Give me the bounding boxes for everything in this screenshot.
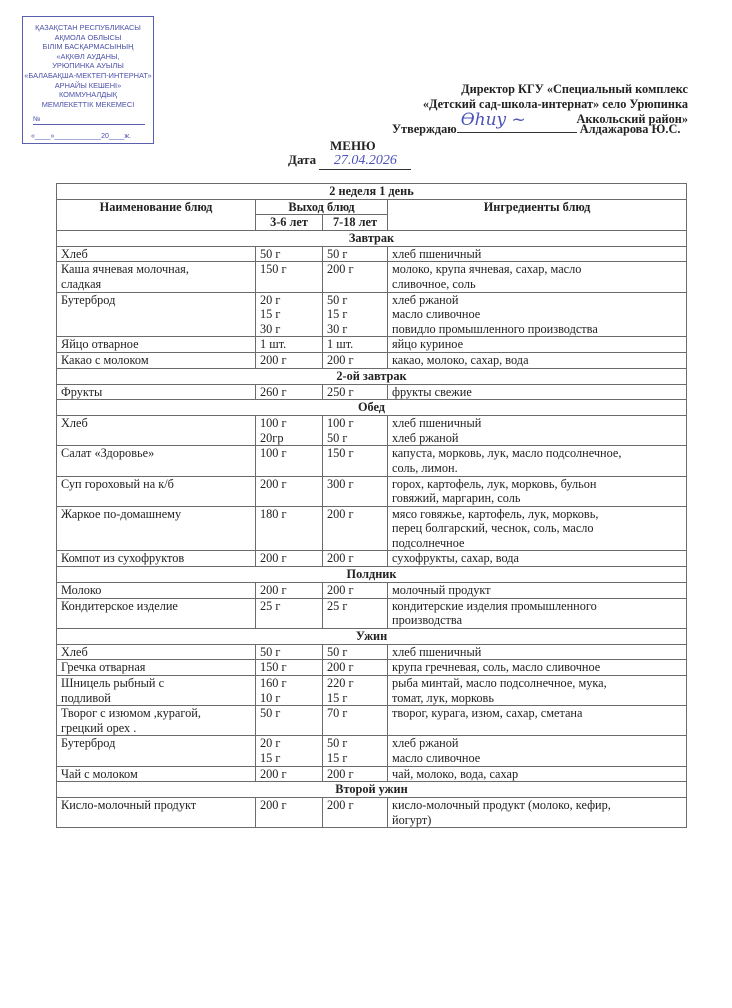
page-title: МЕНЮ xyxy=(330,138,376,153)
yield-3-6-line: 100 г xyxy=(260,446,287,461)
header-ingredients: Ингредиенты блюд xyxy=(388,199,687,230)
dish-name xyxy=(57,798,256,828)
ingredients-line: хлеб пшеничный xyxy=(392,416,482,431)
ingredients xyxy=(388,766,687,782)
section-title: Завтрак xyxy=(57,230,687,246)
ingredients xyxy=(388,706,687,736)
yield-3-6-line: 260 г xyxy=(260,384,287,399)
dish-name-line: Суп гороховый на к/б xyxy=(61,476,174,491)
dish-name-line: Шницель рыбный с xyxy=(61,676,165,691)
yield-7-18-line: 50 г xyxy=(327,430,348,445)
yield-3-6-line: 100 г xyxy=(260,416,287,431)
date-value: 27.04.2026 xyxy=(319,153,411,170)
yield-7-18 xyxy=(323,798,388,828)
ingredients-line: соль, лимон. xyxy=(392,460,458,475)
yield-3-6 xyxy=(256,766,323,782)
ingredients-line: йогурт) xyxy=(392,812,432,827)
yield-3-6 xyxy=(256,337,323,353)
dish-name-line: грецкий орех . xyxy=(61,720,137,735)
table-row xyxy=(57,644,687,660)
yield-3-6 xyxy=(256,676,323,706)
yield-3-6 xyxy=(256,352,323,368)
yield-7-18 xyxy=(323,384,388,400)
ingredients-line: кондитерские изделия промышленного xyxy=(392,598,597,613)
period-label: 2 неделя 1 день xyxy=(57,184,687,200)
yield-3-6 xyxy=(256,660,323,676)
ingredients-line: томат, лук, морковь xyxy=(392,690,494,705)
yield-7-18-line: 50 г xyxy=(327,644,348,659)
dish-name-line: Кондитерское изделие xyxy=(61,598,178,613)
table-row xyxy=(57,506,687,551)
ingredients xyxy=(388,446,687,476)
yield-3-6 xyxy=(256,246,323,262)
dish-name-line: Фрукты xyxy=(61,384,103,399)
yield-7-18 xyxy=(323,476,388,506)
table-row xyxy=(57,766,687,782)
yield-3-6-line: 30 г xyxy=(260,321,281,336)
yield-7-18-line: 15 г xyxy=(327,690,348,705)
ingredients xyxy=(388,292,687,337)
stamp-text xyxy=(23,23,153,109)
ingredients-line: молочный продукт xyxy=(392,583,491,598)
ingredients-line: чай, молоко, вода, сахар xyxy=(392,766,519,781)
yield-7-18-line: 25 г xyxy=(327,598,348,613)
yield-7-18 xyxy=(323,676,388,706)
stamp-number-field xyxy=(33,115,145,125)
table-row xyxy=(57,292,687,337)
dish-name-line: Хлеб xyxy=(61,644,88,659)
yield-7-18 xyxy=(323,660,388,676)
dish-name-line: подливой xyxy=(61,690,111,705)
ingredients-line: масло сливочное xyxy=(392,751,481,765)
stamp-line: ҚАЗАҚСТАН РЕСПУБЛИКАСЫ xyxy=(35,23,141,32)
dish-name xyxy=(57,337,256,353)
director-name: Алдажарова Ю.С. xyxy=(579,122,681,136)
dish-name xyxy=(57,384,256,400)
dish-name-line: Чай с молоком xyxy=(61,766,138,781)
yield-7-18 xyxy=(323,551,388,567)
yield-7-18 xyxy=(323,506,388,551)
ingredients xyxy=(388,798,687,828)
yield-3-6 xyxy=(256,583,323,599)
ingredients-line: хлеб ржаной xyxy=(392,430,459,445)
yield-3-6-line: 1 шт. xyxy=(260,337,287,352)
dish-name xyxy=(57,644,256,660)
table-row xyxy=(57,446,687,476)
dish-name xyxy=(57,262,256,292)
stamp-line: АҚМОЛА ОБЛЫСЫ xyxy=(54,32,122,42)
table-row xyxy=(57,706,687,736)
yield-7-18 xyxy=(323,337,388,353)
yield-3-6-line: 50 г xyxy=(260,644,281,659)
table-row xyxy=(57,246,687,262)
dish-name xyxy=(57,583,256,599)
date-line xyxy=(288,152,411,170)
yield-7-18-line: 200 г xyxy=(327,506,354,521)
table-row xyxy=(57,551,687,567)
yield-7-18-line: 200 г xyxy=(327,766,354,781)
yield-3-6 xyxy=(256,506,323,551)
section-header-row xyxy=(57,628,687,644)
table-row xyxy=(57,384,687,400)
dish-name-line: Бутерброд xyxy=(61,736,116,751)
table-row xyxy=(57,736,687,766)
ingredients-line: подсолнечное xyxy=(392,535,465,550)
yield-7-18-line: 50 г xyxy=(327,736,348,751)
stamp-line: «БАЛАБАҚША-МЕКТЕП-ИНТЕРНАТ» xyxy=(24,70,152,80)
table-row xyxy=(57,262,687,292)
ingredients-line: молоко, крупа ячневая, сахар, масло xyxy=(392,262,582,277)
yield-3-6-line: 20 г xyxy=(260,292,281,307)
ingredients-line: перец болгарский, чеснок, соль, масло xyxy=(392,521,594,536)
yield-7-18-line: 200 г xyxy=(327,660,354,675)
yield-7-18-line: 200 г xyxy=(327,352,354,367)
yield-3-6-line: 150 г xyxy=(260,262,287,277)
yield-3-6-line: 200 г xyxy=(260,551,287,566)
dish-name xyxy=(57,766,256,782)
yield-3-6-line: 160 г xyxy=(260,676,287,691)
yield-7-18-line: 200 г xyxy=(327,583,354,598)
yield-7-18-line: 50 г xyxy=(327,292,348,307)
dish-name xyxy=(57,292,256,337)
table-row xyxy=(57,416,687,446)
ingredients-line: кисло-молочный продукт (молоко, кефир, xyxy=(392,798,611,813)
approval-line-3: Аккольский район» xyxy=(576,112,688,126)
yield-3-6-line: 200 г xyxy=(260,798,287,813)
yield-3-6-line: 200 г xyxy=(260,766,287,781)
table-row xyxy=(57,798,687,828)
dish-name-line: Бутерброд xyxy=(61,292,116,307)
dish-name xyxy=(57,352,256,368)
stamp-line: «АҚКӨЛ АУДАНЫ, xyxy=(56,51,120,61)
ingredients xyxy=(388,384,687,400)
yield-3-6 xyxy=(256,416,323,446)
yield-7-18-line: 150 г xyxy=(327,446,354,461)
dish-name xyxy=(57,676,256,706)
yield-3-6-line: 50 г xyxy=(260,246,281,261)
yield-7-18 xyxy=(323,736,388,766)
ingredients-line: хлеб пшеничный xyxy=(392,644,482,659)
yield-7-18 xyxy=(323,262,388,292)
yield-7-18 xyxy=(323,446,388,476)
yield-3-6 xyxy=(256,598,323,628)
table-row xyxy=(57,352,687,368)
header-row xyxy=(57,199,687,215)
stamp-number-label: № xyxy=(33,116,41,124)
ingredients xyxy=(388,476,687,506)
dish-name xyxy=(57,736,256,766)
yield-3-6-line: 15 г xyxy=(260,307,281,322)
yield-3-6-line: 50 г xyxy=(260,706,281,721)
dish-name-line: Молоко xyxy=(61,583,102,598)
ingredients-line: хлеб ржаной xyxy=(392,292,459,307)
ingredients xyxy=(388,506,687,551)
yield-3-6 xyxy=(256,292,323,337)
yield-3-6-line: 150 г xyxy=(260,660,287,675)
yield-3-6-line: 25 г xyxy=(260,598,281,613)
yield-3-6 xyxy=(256,644,323,660)
yield-7-18 xyxy=(323,583,388,599)
ingredients-line: рыба минтай, масло подсолнечное, мука, xyxy=(392,676,607,691)
ingredients xyxy=(388,583,687,599)
ingredients-line: хлеб пшеничный xyxy=(392,246,482,261)
dish-name xyxy=(57,506,256,551)
ingredients-line: хлеб ржаной xyxy=(392,736,459,751)
stamp-date-field: «____»____________20____ж. xyxy=(31,133,132,141)
dish-name-line: Каша ячневая молочная, xyxy=(61,262,189,277)
dish-name-line: Яйцо отварное xyxy=(61,337,139,352)
yield-3-6-line: 180 г xyxy=(260,506,287,521)
approve-label: Утверждаю xyxy=(392,122,457,136)
yield-3-6-line: 200 г xyxy=(260,352,287,367)
header-age-7-18: 7-18 лет xyxy=(323,215,388,231)
ingredients xyxy=(388,337,687,353)
yield-3-6-line: 200 г xyxy=(260,583,287,598)
dish-name xyxy=(57,551,256,567)
dish-name-line: Кисло-молочный продукт xyxy=(61,798,197,813)
yield-7-18-line: 100 г xyxy=(327,416,354,431)
header-yield: Выход блюд xyxy=(256,199,388,215)
ingredients-line: фрукты свежие xyxy=(392,384,472,399)
ingredients-line: яйцо куриное xyxy=(392,337,464,352)
ingredients xyxy=(388,660,687,676)
dish-name-line: Жаркое по-домашнему xyxy=(61,506,182,521)
yield-7-18 xyxy=(323,706,388,736)
signature-scribble: Ѳhuy ~ xyxy=(460,110,526,130)
stamp-line: КОММУНАЛДЫҚ xyxy=(58,90,118,100)
ingredients-line: крупа гречневая, соль, масло сливочное xyxy=(392,660,601,675)
section-title: Обед xyxy=(57,400,687,416)
section-header-row xyxy=(57,567,687,583)
period-row xyxy=(57,184,687,200)
approval-line-1: Директор КГУ «Специальный комплекс xyxy=(461,82,688,96)
table-row xyxy=(57,660,687,676)
yield-3-6 xyxy=(256,262,323,292)
dish-name xyxy=(57,416,256,446)
dish-name xyxy=(57,446,256,476)
table-row xyxy=(57,583,687,599)
table-row xyxy=(57,337,687,353)
yield-3-6 xyxy=(256,706,323,736)
section-title: Полдник xyxy=(57,567,687,583)
section-header-row xyxy=(57,368,687,384)
yield-7-18 xyxy=(323,292,388,337)
stamp-line: АРНАЙЫ КЕШЕНІ» xyxy=(54,80,122,90)
table-row xyxy=(57,676,687,706)
yield-3-6-line: 200 г xyxy=(260,476,287,491)
ingredients xyxy=(388,416,687,446)
yield-7-18-line: 220 г xyxy=(327,676,354,691)
yield-7-18-line: 30 г xyxy=(327,321,348,336)
dish-name-line: Салат «Здоровье» xyxy=(61,446,155,461)
yield-7-18 xyxy=(323,246,388,262)
ingredients xyxy=(388,598,687,628)
ingredients xyxy=(388,676,687,706)
dish-name xyxy=(57,246,256,262)
header-dish: Наименование блюд xyxy=(57,199,256,230)
yield-3-6-line: 15 г xyxy=(260,751,281,765)
yield-7-18-line: 300 г xyxy=(327,476,354,491)
ingredients-line: творог, курага, изюм, сахар, сметана xyxy=(392,706,583,721)
ingredients-line: сухофрукты, сахар, вода xyxy=(392,551,520,566)
yield-7-18-line: 200 г xyxy=(327,798,354,813)
approval-line-2: «Детский сад-школа-интернат» село Урюпинка xyxy=(422,97,688,111)
ingredients-line: масло сливочное xyxy=(392,307,481,322)
ingredients-line: капуста, морковь, лук, масло подсолнечное, xyxy=(392,446,622,461)
dish-name xyxy=(57,660,256,676)
ingredients xyxy=(388,246,687,262)
ingredients-line: мясо говяжье, картофель, лук, морковь, xyxy=(392,506,599,521)
ingredients-line: повидло промышленного производства xyxy=(392,321,598,336)
section-title: Второй ужин xyxy=(57,782,687,798)
ingredients-line: горох, картофель, лук, морковь, бульон xyxy=(392,476,597,491)
yield-3-6 xyxy=(256,551,323,567)
section-title: 2-ой завтрак xyxy=(57,368,687,384)
yield-7-18-line: 200 г xyxy=(327,262,354,277)
yield-7-18-line: 250 г xyxy=(327,384,354,399)
ingredients-line: сливочное, соль xyxy=(392,276,476,291)
ingredients-line: производства xyxy=(392,613,463,628)
yield-7-18-line: 1 шт. xyxy=(327,337,354,352)
menu-table xyxy=(56,183,687,828)
yield-7-18 xyxy=(323,644,388,660)
dish-name-line: Компот из сухофруктов xyxy=(61,551,185,566)
dish-name xyxy=(57,598,256,628)
yield-7-18-line: 50 г xyxy=(327,246,348,261)
yield-3-6 xyxy=(256,798,323,828)
yield-7-18 xyxy=(323,766,388,782)
yield-3-6 xyxy=(256,476,323,506)
stamp-line: УРЮПИНКА АУЫЛЫ xyxy=(52,61,124,71)
yield-7-18-line: 70 г xyxy=(327,706,348,721)
yield-3-6-line: 20гр xyxy=(260,430,284,445)
dish-name-line: Хлеб xyxy=(61,416,88,431)
dish-name-line: сладкая xyxy=(61,276,102,291)
section-header-row xyxy=(57,230,687,246)
dish-name-line: Творог с изюмом ,курагой, xyxy=(61,706,201,721)
ingredients xyxy=(388,551,687,567)
yield-7-18-line: 15 г xyxy=(327,307,348,322)
yield-7-18 xyxy=(323,416,388,446)
date-label: Дата xyxy=(288,152,317,167)
yield-3-6-line: 20 г xyxy=(260,736,281,751)
ingredients xyxy=(388,262,687,292)
yield-3-6 xyxy=(256,736,323,766)
header-age-3-6: 3-6 лет xyxy=(256,215,323,231)
section-header-row xyxy=(57,400,687,416)
ingredients-line: говяжий, маргарин, соль xyxy=(392,491,521,506)
ingredients xyxy=(388,644,687,660)
stamp-line: МЕМЛЕКЕТТІК МЕКЕМЕСІ xyxy=(41,99,135,109)
yield-7-18 xyxy=(323,352,388,368)
section-header-row xyxy=(57,782,687,798)
yield-7-18-line: 200 г xyxy=(327,551,354,566)
dish-name-line: Хлеб xyxy=(61,246,88,261)
stamp-line: БІЛІМ БАСҚАРМАСЫНЫҢ xyxy=(42,42,134,52)
dish-name xyxy=(57,706,256,736)
yield-7-18-line: 15 г xyxy=(327,751,348,765)
yield-3-6 xyxy=(256,446,323,476)
table-row xyxy=(57,598,687,628)
yield-7-18 xyxy=(323,598,388,628)
official-stamp xyxy=(22,16,154,144)
ingredients-line: какао, молоко, сахар, вода xyxy=(392,352,529,367)
ingredients xyxy=(388,736,687,766)
table-row xyxy=(57,476,687,506)
dish-name-line: Какао с молоком xyxy=(61,352,149,367)
yield-3-6-line: 10 г xyxy=(260,690,281,705)
yield-3-6 xyxy=(256,384,323,400)
section-title: Ужин xyxy=(57,628,687,644)
ingredients xyxy=(388,352,687,368)
dish-name-line: Гречка отварная xyxy=(61,660,146,675)
dish-name xyxy=(57,476,256,506)
signature xyxy=(457,110,577,133)
